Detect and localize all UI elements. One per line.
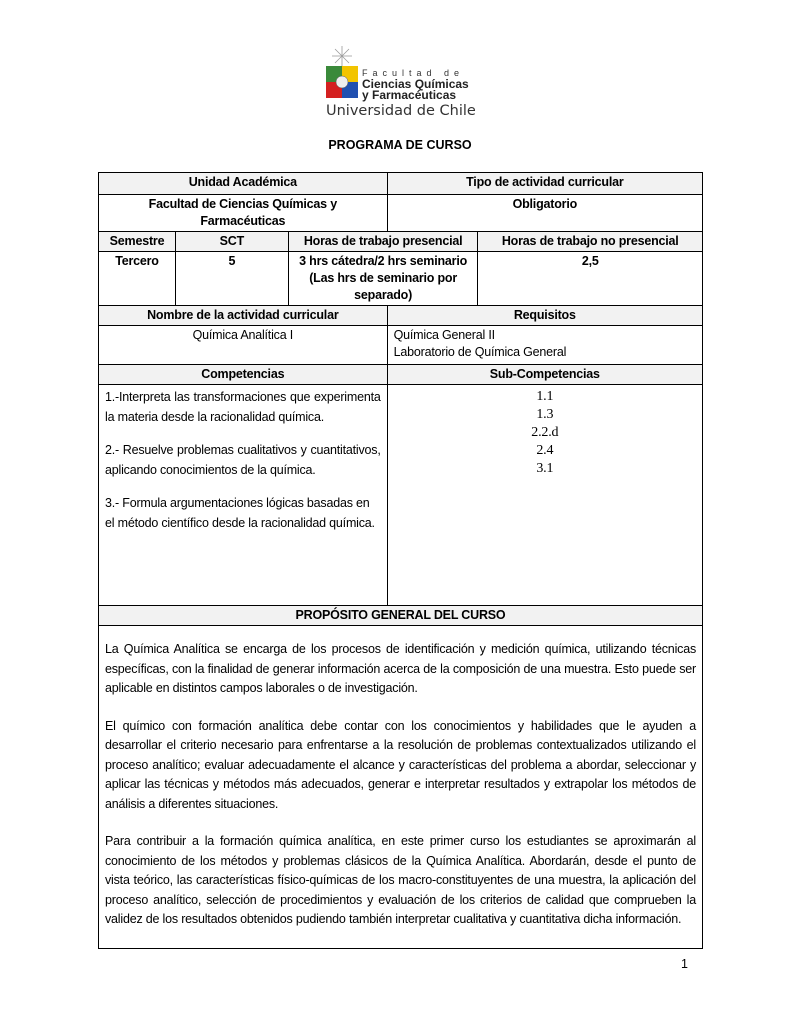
horas-no-presencial-value: 2,5: [478, 252, 703, 306]
competencias-label: Competencias: [99, 365, 388, 385]
proposito-label: PROPÓSITO GENERAL DEL CURSO: [99, 606, 703, 626]
horas-presencial-label: Horas de trabajo presencial: [288, 232, 478, 252]
page-number: 1: [681, 957, 688, 971]
subcompetencia-item: 2.2.d: [531, 425, 559, 440]
subcompetencia-item: 1.3: [536, 407, 554, 422]
competencia-item: 1.-Interpreta las transformaciones que experimenta la materia desde la racionalidad química.: [105, 390, 381, 424]
semestre-value: Tercero: [99, 252, 176, 306]
svg-text:Ciencias Químicas: Ciencias Químicas: [362, 77, 469, 91]
sct-value: 5: [175, 252, 288, 306]
sct-label: SCT: [175, 232, 288, 252]
tipo-label: Tipo de actividad curricular: [387, 173, 702, 195]
svg-text:Universidad de Chile: Universidad de Chile: [326, 103, 476, 119]
requisitos-list: [387, 326, 702, 365]
proposito-paragraph: La Química Analítica se encarga de los procesos de identificación y medición química, utilizando técnicas específicas, con la finalidad de generar información acerca de la composición de una muestra. Esto puede ser aplicable en distintos campos laborales o de investigación.: [105, 642, 696, 695]
course-table: [98, 172, 703, 949]
document-title: PROGRAMA DE CURSO: [328, 138, 472, 152]
proposito-body: [99, 626, 703, 949]
subcompetencia-item: 3.1: [536, 461, 554, 476]
semestre-label: Semestre: [99, 232, 176, 252]
horas-presencial-value: 3 hrs cátedra/2 hrs seminario (Las hrs de seminario por separado): [288, 252, 478, 306]
horas-no-presencial-label: Horas de trabajo no presencial: [478, 232, 703, 252]
proposito-paragraph: El químico con formación analítica debe contar con los conocimientos y habilidades que le ayuden a desarrollar el criterio necesario para enfrentarse a la resolución de problemas contextualizados utilizando el proceso analítico; evaluar adecuadamente el alcance y características del problema a abordar, seleccionar y aplicar las técnicas y métodos más adecuados, generar e interpretar resultados y extrapolar los métodos de análisis a diferentes situaciones.: [105, 718, 696, 811]
svg-text:y Farmacéuticas: y Farmacéuticas: [362, 88, 457, 102]
requisito-item: Química General II: [393, 328, 495, 342]
university-logo: [324, 44, 484, 120]
unidad-value: Facultad de Ciencias Químicas y Farmacéuticas: [99, 195, 388, 232]
competencia-item: 3.- Formula argumentaciones lógicas basadas en el método científico desde la racionalidad química.: [105, 496, 375, 530]
tipo-value: Obligatorio: [387, 195, 702, 232]
subcompetencia-item: 2.4: [536, 443, 554, 458]
nombre-value: Química Analítica I: [99, 326, 388, 365]
competencia-item: 2.- Resuelve problemas cualitativos y cuantitativos, aplicando conocimientos de la química.: [105, 443, 381, 477]
subcompetencias-list: [387, 385, 702, 606]
subcompetencias-label: Sub-Competencias: [387, 365, 702, 385]
unidad-label: Unidad Académica: [99, 173, 388, 195]
requisito-item: Laboratorio de Química General: [393, 345, 567, 359]
requisitos-label: Requisitos: [387, 306, 702, 326]
nombre-label: Nombre de la actividad curricular: [99, 306, 388, 326]
competencias-list: [99, 385, 388, 606]
subcompetencia-item: 1.1: [536, 389, 554, 404]
svg-text:Facultad de: Facultad de: [362, 68, 465, 78]
proposito-paragraph: Para contribuir a la formación química analítica, en este primer curso los estudiantes se aproximarán al conocimiento de los métodos y problemas clásicos de la Química Analítica. Abordarán, desde el punto de vista teórico, las características físico-químicas de los macro-constituyentes de una muestra, la aplicación del proceso analítico, selección de procedimientos y evaluación de los criterios de calidad que comprueben la validez de los resultados obtenidos pudiendo también interpretar cualitativa y cuantitativa dicha información.: [105, 834, 696, 926]
